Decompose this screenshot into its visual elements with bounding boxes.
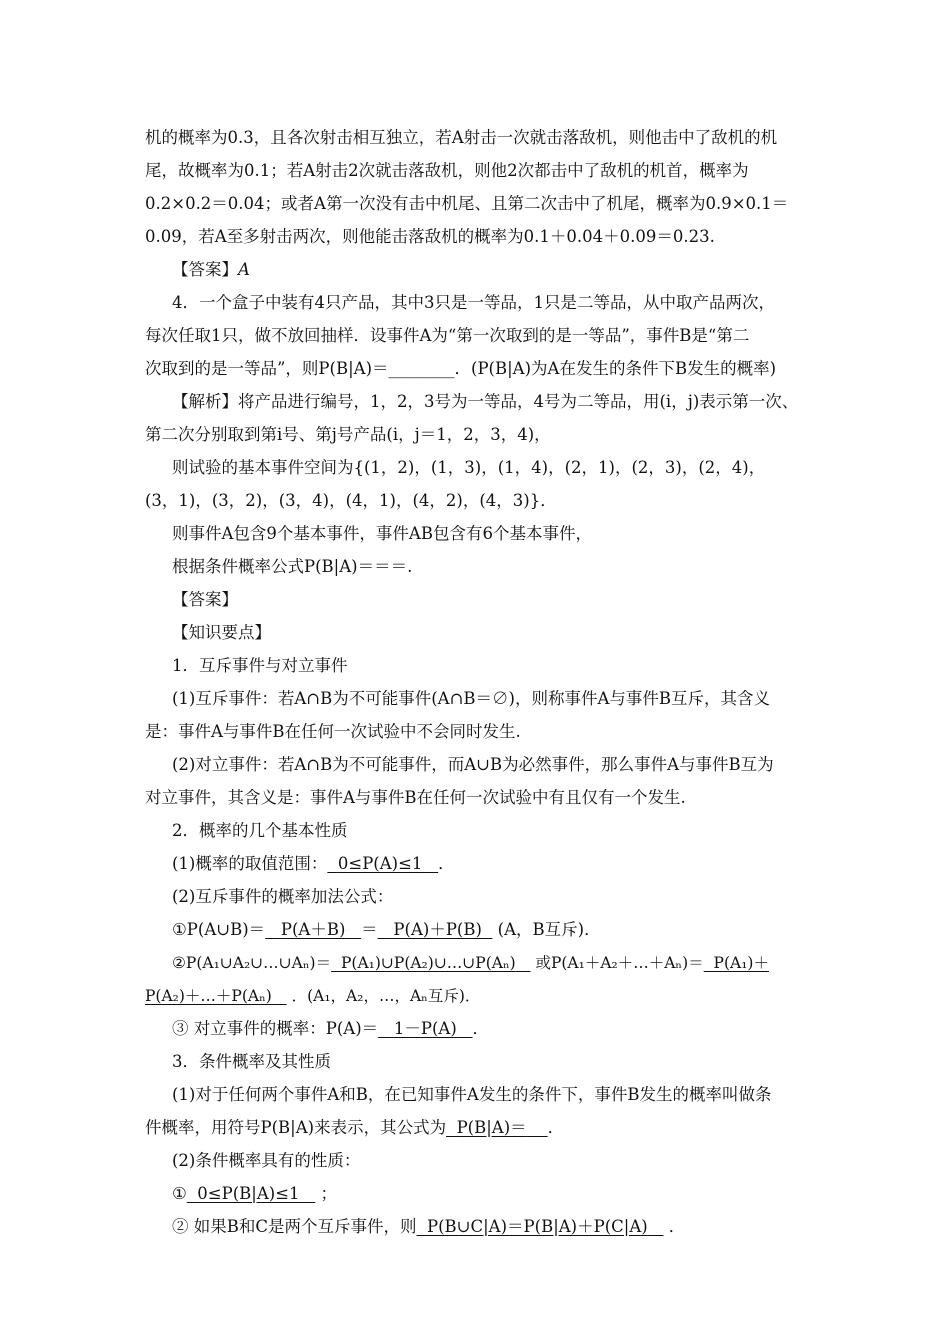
text-span: ＝ — [361, 920, 378, 939]
question-line: 每次任取1只，做不放回抽样．设事件A为“第一次取到的是一等品”，事件B是“第二 — [145, 326, 750, 345]
fill-blank — [417, 1217, 664, 1236]
text-span: ． — [547, 1118, 565, 1137]
question-line: 4．一个盒子中装有4只产品，其中3只是一等品，1只是二等品，从中取产品两次， — [172, 293, 775, 312]
fill-line — [172, 1019, 489, 1039]
text-span: ． — [438, 854, 455, 873]
fill-text: P(A)＋P(B) — [393, 920, 482, 939]
text-line: 尾，故概率为0.1；若A射击2次就击落敌机，则他2次都击中了敌机的机首，概率为 — [145, 161, 749, 180]
fill-text: 0≤P(A)≤1 — [337, 854, 423, 873]
fill-line — [172, 1217, 685, 1237]
text-line: (1)互斥事件：若A∩B为不可能事件(A∩B＝∅)，则称事件A与事件B互斥，其含义 — [172, 689, 771, 708]
fill-blank — [446, 1118, 548, 1137]
text-line: 0.2×0.2＝0.04；或者A第一次没有击中机尾、且第二次击中了机尾，概率为0.9×0.1＝ — [145, 194, 789, 213]
answer-line — [172, 260, 250, 280]
subsection-title: 2．概率的几个基本性质 — [172, 821, 348, 840]
text-line: 机的概率为0.3，且各次射击相互独立，若A射击一次就击落敌机，则他击中了敌机的机 — [145, 128, 778, 147]
fill-text: P(B∪C|A)＝P(B|A)＋P(C|A) — [427, 1217, 648, 1236]
fill-text: 0≤P(B|A)≤1 — [197, 1184, 300, 1203]
fill-text: P(A＋B) — [280, 920, 346, 939]
text-span: (A，B互斥)． — [497, 920, 601, 939]
text-span: 或P(A₁＋A₂＋…＋Aₙ)＝ — [535, 954, 704, 972]
text-line: 0.09，若A至多射击两次，则他能击落敌机的概率为0.1＋0.04＋0.09＝0.23. — [145, 227, 715, 246]
fill-text: P(A₂)＋…＋P(Aₙ) — [145, 987, 272, 1005]
text-line: 是：事件A与事件B在任何一次试验中不会同时发生. — [145, 722, 521, 741]
fill-line — [145, 986, 480, 1006]
fill-blank — [331, 954, 530, 972]
fill-blank — [265, 920, 361, 939]
text-span: (1)概率的取值范围： — [172, 854, 328, 873]
text-span: ； — [320, 1184, 338, 1203]
text-span: ． — [472, 1019, 490, 1038]
fill-blank — [378, 1019, 472, 1038]
text-span: ①P(A∪B)＝ — [172, 920, 266, 939]
fill-line — [172, 953, 769, 973]
text-span: ② 如果B和C是两个互斥事件，则 — [172, 1217, 417, 1236]
fill-blank — [145, 987, 287, 1005]
subsection-title: 3．条件概率及其性质 — [172, 1052, 331, 1071]
analysis-line: 第二次分别取到第i号、第j号产品(i，j＝1，2，3，4)， — [145, 425, 551, 444]
fill-blank — [704, 954, 769, 972]
text-span: ③ 对立事件的概率：P(A)＝ — [172, 1019, 379, 1038]
answer-value: A — [238, 260, 250, 279]
analysis-line: 则事件A包含9个基本事件，事件AB包含有6个基本事件， — [172, 524, 592, 543]
text-span: ． — [668, 1217, 686, 1236]
fill-line — [172, 920, 601, 940]
analysis-line: (3，1)，(3，2)，(3，4)，(4，1)，(4，2)，(4，3)}． — [145, 491, 557, 510]
fill-text: P(B|A)＝ — [456, 1118, 527, 1137]
analysis-line: 则试验的基本事件空间为{(1，2)，(1，3)，(1，4)，(2，1)，(2，3)，(2，4)， — [172, 458, 766, 477]
fill-blank — [378, 920, 493, 939]
text-line: 对立事件，其含义是：事件A与事件B在任何一次试验中有且仅有一个发生. — [145, 788, 686, 807]
fill-line — [145, 1118, 564, 1138]
text-span: ．(A₁，A₂，…，Aₙ互斥)． — [291, 987, 481, 1005]
text-span: ① — [172, 1184, 187, 1203]
analysis-line: 根据条件概率公式P(B|A)＝＝＝. — [172, 557, 413, 576]
subsection-title: 1．互斥事件与对立事件 — [172, 656, 348, 675]
fill-text: P(A₁)∪P(A₂)∪…∪P(Aₙ) — [340, 954, 516, 972]
fill-blank — [327, 854, 438, 873]
analysis-line: 【解析】将产品进行编号，1，2，3号为一等品，4号为二等品，用(i，j)表示第一次、 — [172, 392, 799, 411]
text-span: ②P(A₁∪A₂∪…∪Aₙ)＝ — [172, 954, 332, 972]
text-line: (1)对于任何两个事件A和B，在已知事件A发生的条件下，事件B发生的概率叫做条 — [172, 1085, 772, 1104]
fill-line — [172, 1184, 337, 1204]
answer-label: 【答案】 — [172, 260, 238, 279]
text-line: (2)互斥事件的概率加法公式： — [172, 887, 394, 906]
fill-text: 1－P(A) — [393, 1019, 457, 1038]
text-line: (2)条件概率具有的性质： — [172, 1151, 361, 1170]
section-heading: 【知识要点】 — [172, 623, 271, 642]
text-span: 件概率，用符号P(B|A)来表示，其公式为 — [145, 1118, 447, 1137]
question-line: 次取到的是一等品”，则P(B|A)＝________．(P(B|A)为A在发生的条件下B发生的概率) — [145, 359, 777, 378]
text-line: (2)对立事件：若A∩B为不可能事件，而A∪B为必然事件，那么事件A与事件B互为 — [172, 755, 774, 774]
fill-text: P(A₁)＋ — [713, 954, 769, 972]
fill-line — [172, 854, 455, 874]
answer-label: 【答案】 — [172, 590, 238, 609]
fill-blank — [187, 1184, 315, 1203]
